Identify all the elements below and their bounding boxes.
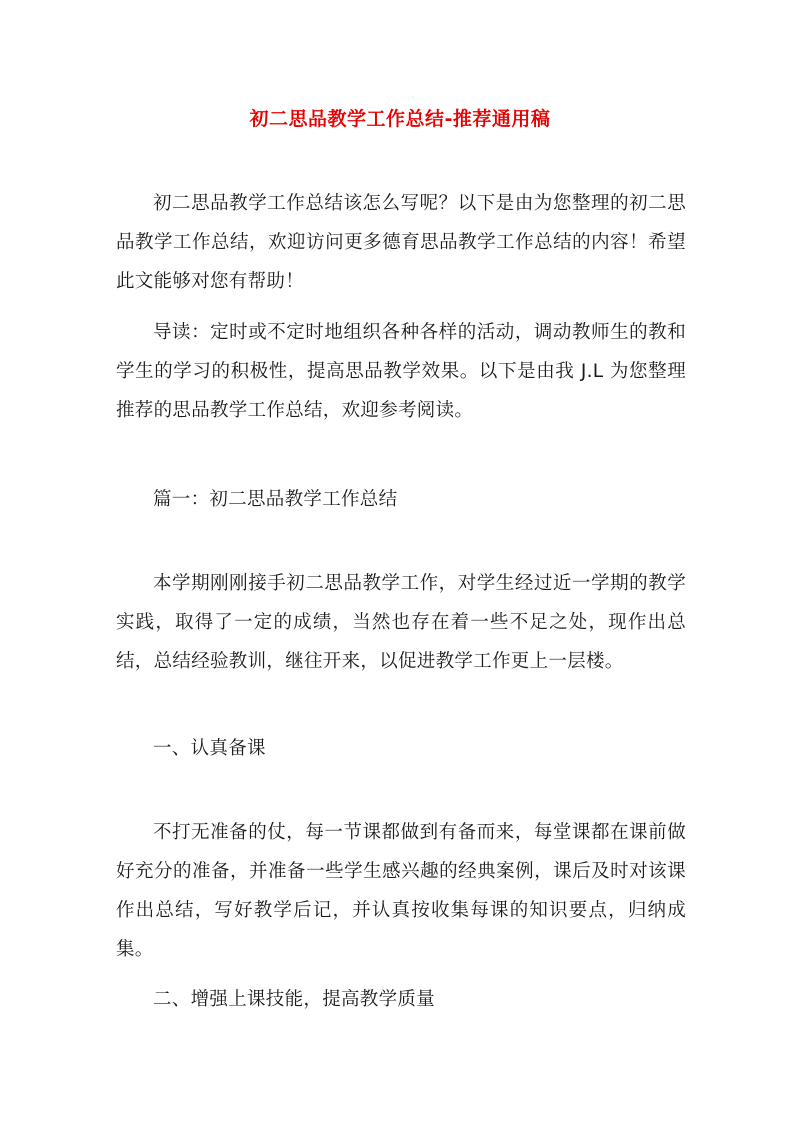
- prepare-lessons-paragraph: 不打无准备的仗，每一节课都做到有备而来，每堂课都在课前做好充分的准备，并准备一些学生感兴趣的经典案例，课后及时对该课作出总结，写好教学后记，并认真按收集每课的知识要点，归纳成集。: [116, 822, 686, 960]
- section-heading: 篇一：初二思品教学工作总结: [153, 489, 398, 510]
- section-paragraph: 本学期刚刚接手初二思品教学工作，对学生经过近一学期的教学实践，取得了一定的成绩，当然也存在着一些不足之处，现作出总结，总结经验教训，继往开来，以促进教学工作更上一层楼。: [116, 573, 686, 672]
- guide-paragraph: 导读：定时或不定时地组织各种各样的活动，调动教师生的教和学生的学习的积极性，提高思品教学效果。以下是由我 J.L 为您整理推荐的思品教学工作总结，欢迎参考阅读。: [116, 322, 686, 421]
- intro-paragraph: 初二思品教学工作总结该怎么写呢？以下是由为您整理的初二思品教学工作总结，欢迎访问更多德育思品教学工作总结的内容！希望此文能够对您有帮助！: [116, 193, 686, 292]
- document-title: 初二思品教学工作总结-推荐通用稿: [249, 108, 551, 130]
- subheading-teaching-skills: 二、增强上课技能，提高教学质量: [153, 989, 436, 1010]
- subheading-prepare-lessons: 一、认真备课: [153, 738, 266, 759]
